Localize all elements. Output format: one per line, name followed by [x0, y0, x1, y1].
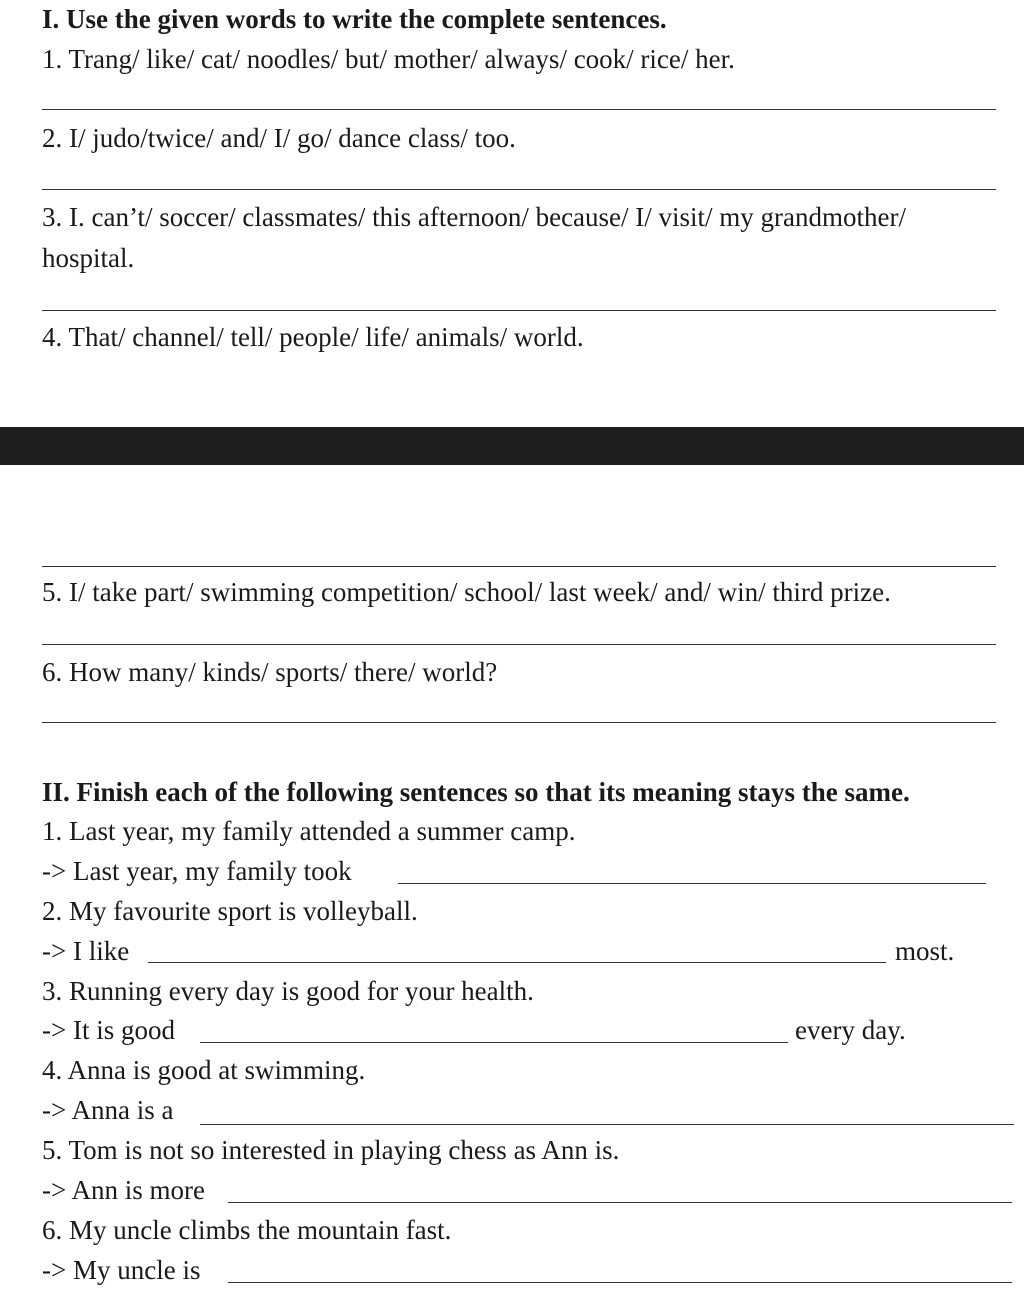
exercise-1-item-3: 3. I. can’t/ soccer/ classmates/ this afternoon/ because/ I/ visit/ my grandmother/	[42, 202, 906, 232]
exercise-1-item-2: 2. I/ judo/twice/ and/ I/ go/ dance class/ too.	[42, 123, 516, 153]
exercise-2-item-3-suffix: every day.	[795, 1015, 906, 1045]
exercise-2-item-3-prompt: -> It is good	[42, 1015, 175, 1045]
answer-line-2-2[interactable]	[148, 962, 886, 963]
exercise-2-item-6-sentence: 6. My uncle climbs the mountain fast.	[42, 1215, 452, 1245]
section-1-heading: I. Use the given words to write the complete sentences.	[42, 4, 667, 34]
exercise-1-item-5: 5. I/ take part/ swimming competition/ school/ last week/ and/ win/ third prize.	[42, 577, 891, 607]
answer-line-1-6[interactable]	[42, 722, 996, 723]
answer-line-1-2[interactable]	[42, 189, 996, 190]
exercise-1-item-3-continued: hospital.	[42, 243, 135, 273]
answer-line-2-3[interactable]	[200, 1042, 788, 1043]
exercise-2-item-2-sentence: 2. My favourite sport is volleyball.	[42, 896, 418, 926]
exercise-2-item-6-prompt: -> My uncle is	[42, 1255, 201, 1285]
answer-line-1-1[interactable]	[42, 109, 996, 110]
redaction-bar	[0, 427, 1024, 465]
answer-line-2-5[interactable]	[228, 1202, 1012, 1203]
answer-line-2-1[interactable]	[398, 883, 986, 884]
exercise-2-item-2-suffix: most.	[895, 936, 955, 966]
exercise-2-item-2-prompt: -> I like	[42, 936, 130, 966]
exercise-2-item-5-sentence: 5. Tom is not so interested in playing chess as Ann is.	[42, 1135, 620, 1165]
answer-line-1-5[interactable]	[42, 644, 996, 645]
exercise-2-item-5-prompt: -> Ann is more	[42, 1175, 205, 1205]
exercise-2-item-1-prompt: -> Last year, my family took	[42, 856, 352, 886]
exercise-2-item-1-sentence: 1. Last year, my family attended a summer camp.	[42, 816, 576, 846]
answer-line-1-4[interactable]	[42, 566, 996, 567]
exercise-1-item-4: 4. That/ channel/ tell/ people/ life/ animals/ world.	[42, 322, 584, 352]
exercise-2-item-3-sentence: 3. Running every day is good for your health.	[42, 976, 534, 1006]
exercise-1-item-6: 6. How many/ kinds/ sports/ there/ world?	[42, 657, 498, 687]
exercise-2-item-4-sentence: 4. Anna is good at swimming.	[42, 1055, 366, 1085]
answer-line-2-4[interactable]	[200, 1124, 1014, 1125]
exercise-1-item-1: 1. Trang/ like/ cat/ noodles/ but/ mother/ always/ cook/ rice/ her.	[42, 44, 735, 74]
exercise-2-item-4-prompt: -> Anna is a	[42, 1095, 174, 1125]
answer-line-1-3[interactable]	[42, 310, 996, 311]
answer-line-2-6[interactable]	[228, 1282, 1012, 1283]
section-2-heading: II. Finish each of the following sentences so that its meaning stays the same.	[42, 777, 910, 807]
